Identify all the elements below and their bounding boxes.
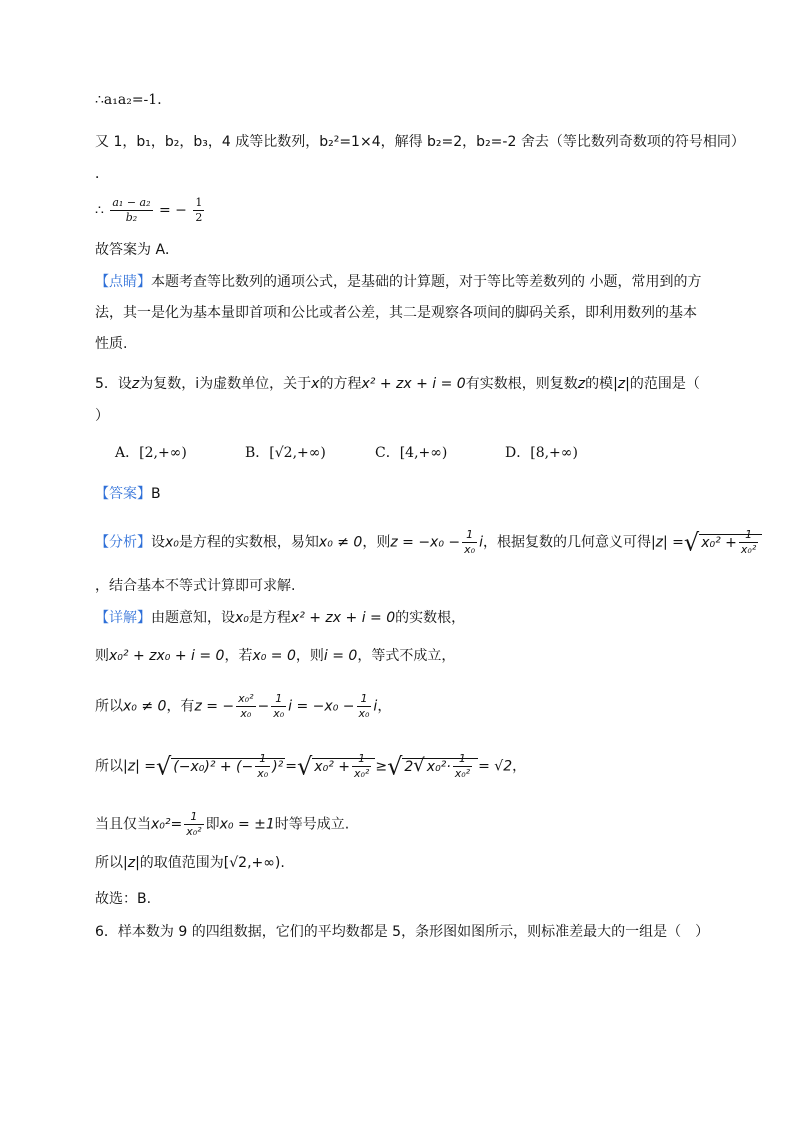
note-line-2: 法，其一是化为基本量即首项和公比或者公差，其二是观察各项间的脚码关系，即利用数列的基本 <box>95 305 697 321</box>
then-text-c: ，则 <box>295 648 324 664</box>
so2-text: 所以 <box>95 758 123 775</box>
var-x0: x₀ <box>165 534 179 551</box>
range-text-b: 的取值范围为 <box>139 855 224 871</box>
eqcond-equal: = <box>170 816 183 833</box>
sqrt-fraction-num: 1 <box>739 528 758 543</box>
q5-analysis <box>95 528 762 557</box>
geometric-sequence-line: 又 1，b₁，b₂，b₃，4 成等比数列，b₂²=1×4，解得 b₂=2，b₂=-2 舍去（等比数列奇数项的符号相同） <box>95 134 745 150</box>
sqrt-symbol: √ <box>683 528 700 557</box>
sqrt-fraction-den: x₀² <box>740 543 757 556</box>
q5-text-e: 的模 <box>585 376 614 392</box>
therefore-line: ∴a₁a₂=-1． <box>95 92 172 108</box>
answer-line: 故答案为 A． <box>95 242 180 258</box>
modulus-z: |z| <box>613 376 630 392</box>
x0-zero: x₀ = 0 <box>252 648 296 664</box>
geq-sign: ≥ <box>375 758 388 775</box>
sqrt-body-1-text: (−x₀)² + (− <box>173 758 254 775</box>
x0sq-over-x0-num: x₀² <box>238 692 254 705</box>
sqrt-body-1-frac-num: 1 <box>255 752 270 767</box>
q5-number: 5．设 <box>95 376 132 392</box>
option-d[interactable] <box>505 443 635 463</box>
one-over-x0-c <box>357 692 372 721</box>
analysis-text-c: ，则 <box>362 534 391 551</box>
var-x: x <box>311 376 320 392</box>
sqrt-body-1-frac-den: x₀ <box>257 767 269 780</box>
then-equation: x₀² + zx₀ + i = 0 <box>109 648 225 664</box>
option-a-value: [2,+∞) <box>139 445 187 461</box>
note-text-1: 本题考查等比数列的通项公式，是基础的计算题，对于等比等差数列的 小题，常用到的方 <box>151 274 702 290</box>
z-minus: z = − <box>194 698 235 715</box>
equality-condition-line <box>95 810 349 839</box>
detail-tag: 【详解】 <box>95 610 151 626</box>
then-text-b: ，若 <box>224 648 253 664</box>
sqrt-body-3 <box>402 752 478 780</box>
half-numerator: 1 <box>195 196 203 209</box>
x0sq-over-x0 <box>236 692 255 721</box>
so-text-b: ，有 <box>166 698 195 715</box>
q5-text-f: 的范围是（ <box>629 376 700 392</box>
sqrt-body-4-frac-den: x₀² <box>454 767 471 780</box>
var-x0-detail: x₀ <box>235 610 249 626</box>
then-text-a: 则 <box>95 648 109 664</box>
two-factor: 2 <box>404 758 414 775</box>
sqrt-symbol-4: √ <box>413 754 425 776</box>
answer-value: B <box>151 486 161 502</box>
imag-unit-2: i <box>373 698 378 715</box>
analysis-text-d: ，根据复数的几何意义可得 <box>482 534 651 551</box>
i-zero: i = 0 <box>323 648 358 664</box>
choose-line: 故选：B. <box>95 891 152 907</box>
eqcond-fraction-num: 1 <box>184 810 203 825</box>
range-modulus: |z| <box>123 855 140 871</box>
equal-sign: = <box>285 758 297 775</box>
sqrt-body-1-frac <box>255 752 270 781</box>
dot-sign: · <box>446 758 451 775</box>
q5-equation: x² + zx + i = 0 <box>361 376 466 392</box>
detail-so-line <box>95 692 391 721</box>
analysis-conclusion: ，结合基本不等式计算即可求解. <box>95 578 296 594</box>
modulus-expression: |z| = <box>650 534 684 551</box>
note-line-3: 性质. <box>95 336 128 352</box>
sqrt-body-4-frac-num: 1 <box>453 752 472 767</box>
sqrt-body-4-frac <box>453 752 472 781</box>
eqcond-fraction <box>184 810 203 839</box>
sqrt-body-1 <box>171 752 285 780</box>
range-text-a: 所以 <box>95 855 123 871</box>
one-over-x0-den: x₀ <box>464 543 476 556</box>
one-over-x0-c-num: 1 <box>357 692 372 707</box>
note-line-1 <box>95 272 701 292</box>
sqrt-body-4-term: x₀² <box>426 758 447 775</box>
z-simplified: i = −x₀ − <box>288 698 355 715</box>
q5-text-d: 有实数根，则复数 <box>465 376 578 392</box>
detail-text-c: 的实数根， <box>395 610 466 626</box>
q5-detail <box>95 608 465 628</box>
q5-stem-close: ） <box>95 408 109 424</box>
q5-options <box>115 443 635 463</box>
eqcond-x0sq: x₀² <box>151 816 171 833</box>
option-d-label: D． <box>505 445 531 461</box>
ratio-denominator: b₂ <box>125 211 138 224</box>
sqrt-body-2-frac <box>352 752 371 781</box>
option-c-value: [4,+∞) <box>399 445 448 461</box>
one-over-x0-c-den: x₀ <box>358 707 370 720</box>
option-a[interactable] <box>115 443 245 463</box>
detail-then-line <box>95 646 455 666</box>
var-z-2: z <box>577 376 586 392</box>
range-period: . <box>280 855 285 871</box>
option-d-value: [8,+∞) <box>530 445 578 461</box>
x0-nonzero: x₀ ≠ 0 <box>318 534 363 551</box>
eqcond-fraction-den: x₀² <box>186 825 202 838</box>
half-fraction <box>193 196 204 225</box>
note-tag: 【点睛】 <box>95 274 151 290</box>
q5-text-b: 为复数，i为虚数单位，关于 <box>139 376 312 392</box>
eqcond-text-b: 即 <box>205 816 220 833</box>
eqcond-text-c: 时等号成立. <box>274 816 350 833</box>
x0-nonzero-2: x₀ ≠ 0 <box>123 698 167 715</box>
ratio-equals: = − <box>158 202 187 219</box>
sqrt-fraction <box>739 528 758 557</box>
period-line: ． <box>95 166 109 182</box>
one-over-x0-b <box>271 692 286 721</box>
x0sq-over-x0-den: x₀ <box>240 707 252 720</box>
min-result: = √2 <box>478 758 513 775</box>
ratio-numerator: a₁ − a₂ <box>112 196 151 209</box>
then-text-d: ，等式不成立， <box>357 648 456 664</box>
x0-pm-one: x₀ = ±1 <box>219 816 275 833</box>
sqrt-symbol-1: √ <box>155 752 172 781</box>
detail-equation: x² + zx + i = 0 <box>290 610 396 626</box>
one-over-x0 <box>462 528 477 557</box>
q5-stem <box>95 374 700 394</box>
detail-text-b: 是方程 <box>248 610 291 626</box>
answer-tag: 【答案】 <box>95 486 151 502</box>
therefore-symbol: ∴ <box>95 202 104 219</box>
so-comma: ， <box>377 698 392 715</box>
eqcond-text-a: 当且仅当 <box>95 816 151 833</box>
q5-text-c: 的方程 <box>319 376 362 392</box>
one-over-x0-b-num: 1 <box>271 692 286 707</box>
analysis-text-a: 设 <box>151 534 165 551</box>
imag-unit: i <box>479 534 483 551</box>
option-c[interactable] <box>375 443 505 463</box>
option-a-label: A． <box>115 445 140 461</box>
detail-text-a: 由题意知，设 <box>151 610 235 626</box>
sqrt-symbol-2: √ <box>297 752 313 781</box>
var-z: z <box>131 376 140 392</box>
one-over-x0-num: 1 <box>462 528 477 543</box>
option-b-value: [√2,+∞) <box>269 445 326 461</box>
ratio-fraction <box>110 196 152 225</box>
sqrt-body-2-frac-den: x₀² <box>354 767 370 780</box>
analysis-text-b: 是方程的实数根，易知 <box>178 534 319 551</box>
ratio-expression <box>95 196 206 225</box>
range-value: [√2,+∞) <box>223 855 281 871</box>
option-b[interactable] <box>245 443 375 463</box>
so-text-a: 所以 <box>95 698 123 715</box>
q6-stem: 6．样本数为 9 的四组数据，它们的平均数都是 5，条形图如图所示，则标准差最大的一组是（ ） <box>95 924 710 940</box>
half-denominator: 2 <box>195 211 203 224</box>
sqrt-body-4 <box>425 752 476 780</box>
modulus-z-eq: |z| = <box>123 758 156 775</box>
q5-answer <box>95 484 161 504</box>
range-line <box>95 853 285 873</box>
sqrt-body <box>699 528 762 556</box>
detail-modulus-line <box>95 752 526 781</box>
analysis-tag: 【分析】 <box>95 534 151 551</box>
sqrt-body-2 <box>312 752 375 780</box>
z-expression: z = −x₀ − <box>390 534 461 551</box>
sqrt-body-2-frac-num: 1 <box>352 752 371 767</box>
minus-sign: − <box>257 698 270 715</box>
mod-comma: ， <box>512 758 527 775</box>
one-over-x0-b-den: x₀ <box>273 707 285 720</box>
option-b-label: B． <box>245 445 270 461</box>
sqrt-body-2-text: x₀² + <box>314 758 350 775</box>
option-c-label: C． <box>375 445 400 461</box>
sqrt-symbol-3: √ <box>387 752 403 781</box>
sqrt-body-1-close: )² <box>272 758 284 775</box>
sqrt-term: x₀² + <box>701 534 737 551</box>
